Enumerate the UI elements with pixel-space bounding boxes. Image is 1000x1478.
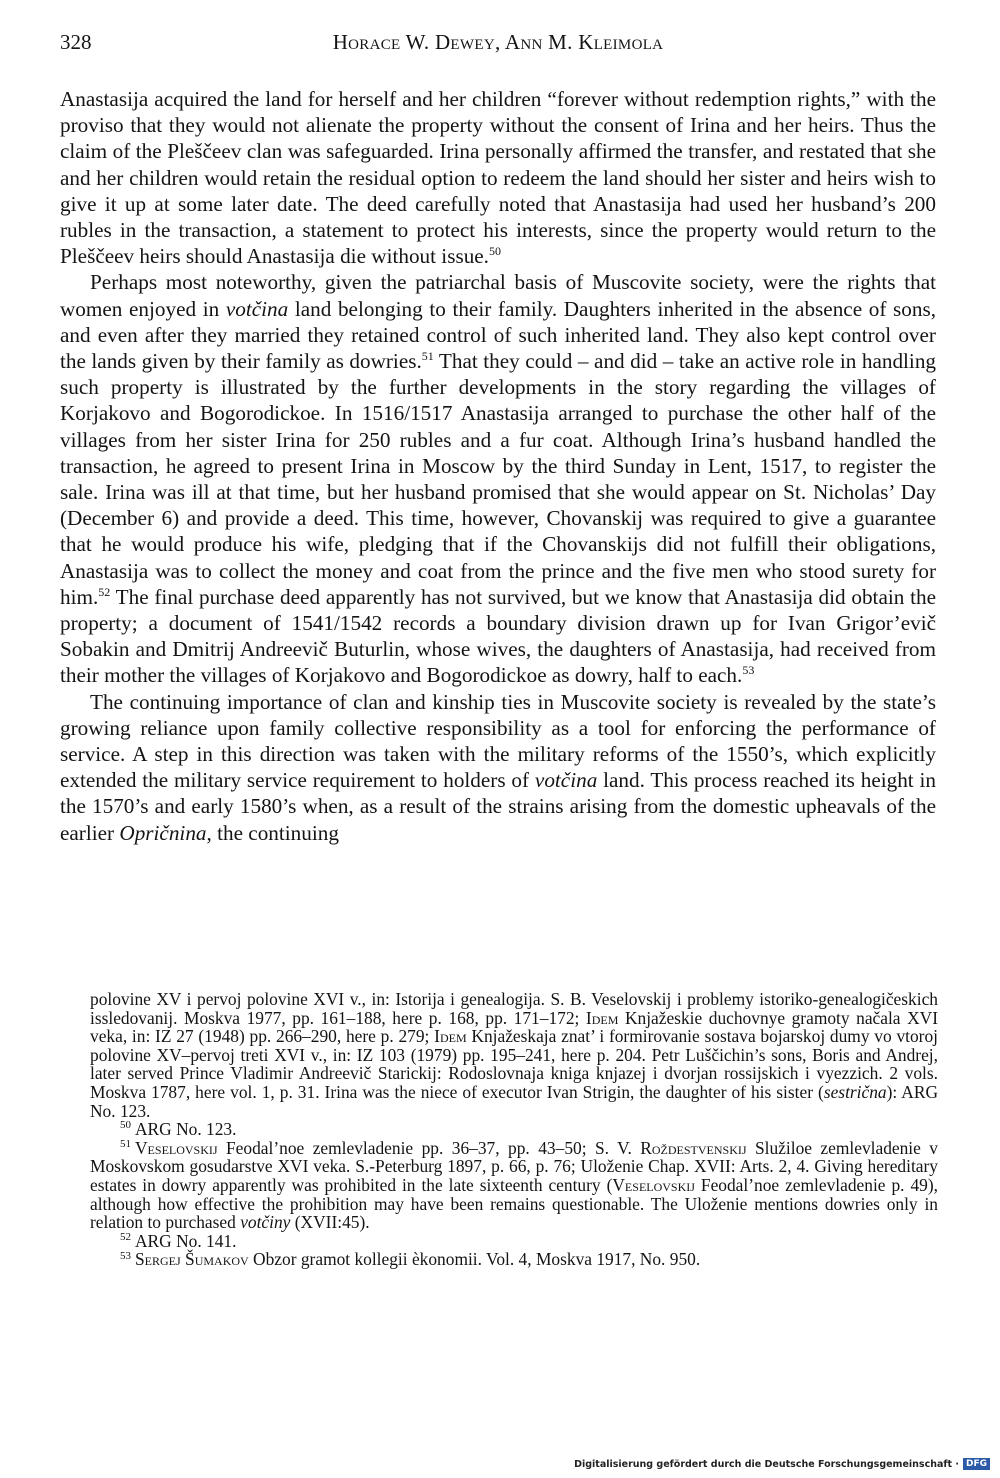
footnote-continuation: polovine XV i pervoj polovine XVI v., in: Istorija i genealogija. S. B. Veselovskij i problemy istoriko-genealogičeskich issledovanij. Moskva 1977, pp. 161–188, here p. 168, pp. 171–172; Idem Knjažeskie duchovnye gramoty načala XVI veka, in: IZ 27 (1948) pp. 266–290, here p. 279; Idem Knjažeskaja znat’ i formirovanie sostava bojarskoj dumy vo vtoroj polovine XV–pervoj treti XVI v., in: IZ 103 (1979) pp. 195–241, here p. 204. Petr Luščichin’s sons, Boris and Andrej, later served Prince Vladimir Andreevič Starickij: Rodoslovnaja kniga knjazej i dvorjan rossijskich i vyezzich. 2 vols. Moskva 1787, here vol. 1, p. 31. Irina was the niece of executor Ivan Strigin, the daughter of his sister (sestrična): ARG No. 123. bbox=[90, 989, 938, 1121]
term-votcina: votčina bbox=[534, 768, 598, 793]
footer-text: Digitalisierung gefördert durch die Deutsche Forschungsgemeinschaft · bbox=[574, 1458, 959, 1470]
footnote-50: $^{50}$ ARG No. 123. bbox=[120, 1119, 237, 1140]
footnote-53: $^{53}$ Sergej Šumakov Obzor gramot kollegii èkonomii. Vol. 4, Moskva 1917, No. 950. bbox=[120, 1249, 701, 1270]
paragraph-2: Perhaps most noteworthy, given the patriarchal basis of Muscovite society, were the rights that women enjoyed in votčina land belonging to their family. Daughters inherited in the absence of sons, and even after they married they retained control of such inherited land. They also kept control over the lands given by their family as dowries.$^{51}$ That they could – and did – take an active role in handling such property is illustrated by the further developments in the story regarding the villages of Korjakovo and Bogorodickoe. In 1516/1517 Anastasija arranged to purchase the other half of the villages from her sister Irina for 250 rubles and a fur coat. Although Irina’s husband handled the transaction, he agreed to present Irina in Moscow by the third Sunday in Lent, 1517, to register the sale. Irina was ill at that time, but her husband promised that she would appear on St. Nicholas’ Day (December 6) and provide a deed. This time, however, Chovanskij was required to give a guarantee that he would produce his wife, pledging that if the Chovanskijs did not fulfill their obligations, Anastasija was to collect the money and coat from the prince and the five men who stood surety for him.$^{52}$ The final purchase deed apparently has not survived, but we know that Anastasija did obtain the property; a document of 1541/1542 records a boundary division drawn up for Ivan Grigor’evič Sobakin and Dmitrij Andreevič Buturlin, whose wives, the daughters of Anastasija, had received from their mother the villages of Korjakovo and Bogorodickoe as dowry, half to each.$^{53}$ bbox=[60, 270, 937, 688]
digitization-footer bbox=[574, 1458, 990, 1470]
paragraph-1: Anastasija acquired the land for herself and her children “forever without redemption rights,” with the proviso that they would not alienate the property without the consent of Irina and her heirs. Thus the claim of the Pleščeev clan was safeguarded. Irina personally affirmed the transfer, and restated that she and her children would retain the residual option to redeem the land should her sister and heirs wish to give it up at some later date. The deed carefully noted that Anastasija had used her husband’s 200 rubles in the transaction, a statement to protect his interests, since the property would return to the Pleščeev heirs should Anastasija die without issue.$^{50}$ bbox=[60, 87, 936, 269]
paragraph-3: The continuing importance of clan and kinship ties in Muscovite society is revealed by the state’s growing reliance upon family collective responsibility as a tool for enforcing the performance of service. A step in this direction was taken with the military reforms of the 1550’s, which explicitly extended the military service requirement to holders of votčina land. This process reached its height in the 1570’s and early 1580’s when, as a result of the strains arising from the domestic upheavals of the earlier Opričnina, the continuing bbox=[60, 689, 937, 845]
page-header bbox=[60, 30, 936, 60]
footnote-ref-50: 50 bbox=[488, 244, 501, 259]
main-text bbox=[60, 86, 936, 846]
running-title: Horace W. Dewey, Ann M. Kleimola bbox=[332, 30, 664, 54]
dfg-logo-icon: DFG bbox=[963, 1458, 990, 1470]
footnote-ref-53: 53 bbox=[742, 663, 755, 678]
page-number: 328 bbox=[60, 30, 92, 54]
footnote-52: $^{52}$ ARG No. 141. bbox=[120, 1230, 237, 1251]
footnote-ref-51: 51 bbox=[421, 348, 434, 363]
footnote-51: $^{51}$ Veselovskij Feodal’noe zemlevladenie pp. 36–37, pp. 43–50; S. V. Roždestvenskij Služiloe zemlevladenie v Moskovskom gosudarstve XVI veka. S.-Peterburg 1897, p. 66, p. 76; Uloženie Chap. XVII: Arts. 2, 4. Giving hereditary estates in dowry apparently was prohibited in the late sixteenth century (Veselovskij Feodal’noe zemlevladenie p. 49), although how effective the prohibition may have been remains questionable. The Uloženie mentions dowries only in relation to purchased votčiny (XVII:45). bbox=[90, 1137, 938, 1233]
footnote-ref-52: 52 bbox=[98, 584, 111, 599]
footnotes bbox=[90, 990, 938, 1269]
term-oprichnina: Opričnina bbox=[119, 820, 207, 845]
term-votcina: votčina bbox=[225, 296, 289, 321]
